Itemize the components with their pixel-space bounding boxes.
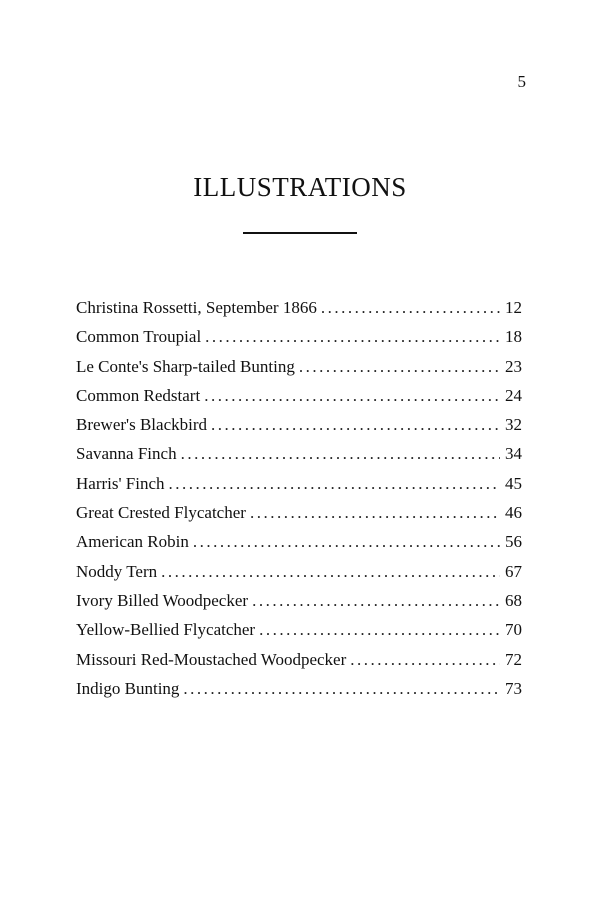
list-item: [76, 557, 522, 586]
dot-leader: [350, 645, 500, 674]
dot-leader: [204, 381, 500, 410]
entry-title: American Robin: [76, 532, 189, 552]
dot-leader: [321, 293, 500, 322]
dot-leader: [205, 322, 500, 351]
list-item: [76, 645, 522, 674]
entry-page-number: 72: [505, 649, 522, 669]
entry-page-number: 67: [505, 561, 522, 581]
entry-page-number: 34: [505, 444, 522, 464]
entry-title: Harris' Finch: [76, 473, 165, 493]
dot-leader: [181, 439, 500, 468]
entry-title: Yellow-Bellied Flycatcher: [76, 620, 256, 640]
list-item: [76, 674, 522, 703]
dot-leader: [252, 586, 500, 615]
list-item: [76, 293, 522, 322]
list-item: [76, 469, 522, 498]
entry-page-number: 12: [505, 298, 522, 317]
entry-page-number: 32: [505, 415, 522, 435]
entry-page-number: 23: [505, 356, 522, 376]
dot-leader: [211, 410, 500, 439]
entry-title: Savanna Finch: [76, 444, 177, 464]
list-item: [76, 586, 522, 615]
list-item: [76, 322, 522, 351]
dot-leader: [259, 615, 500, 644]
entry-page-number: 73: [505, 678, 522, 698]
list-item: [76, 352, 522, 381]
page-number: 5: [517, 72, 526, 91]
entry-title: Missouri Red-Moustached Woodpecker: [76, 649, 347, 669]
dot-leader: [250, 498, 500, 527]
entry-page-number: 24: [505, 385, 522, 405]
entry-title: Noddy Tern: [76, 561, 158, 581]
entry-page-number: 56: [505, 532, 522, 552]
dot-leader: [299, 352, 500, 381]
list-item: [76, 439, 522, 468]
list-item: [76, 615, 522, 644]
page-title: ILLUSTRATIONS: [193, 172, 407, 202]
entry-title: Common Redstart: [76, 385, 201, 405]
list-item: [76, 527, 522, 556]
entry-page-number: 45: [505, 473, 522, 493]
list-item: [76, 381, 522, 410]
entry-title: Common Troupial: [76, 327, 202, 347]
dot-leader: [193, 527, 500, 556]
list-item: [76, 498, 522, 527]
title-rule: [243, 232, 357, 234]
dot-leader: [161, 557, 500, 586]
entry-page-number: 68: [505, 590, 522, 610]
entry-title: Le Conte's Sharp-tailed Bunting: [76, 356, 295, 376]
dot-leader: [169, 469, 500, 498]
entry-title: Brewer's Blackbird: [76, 415, 207, 435]
entry-page-number: 70: [505, 620, 522, 640]
entry-page-number: 46: [505, 503, 522, 523]
entry-title: Christina Rossetti, September 1866: [76, 298, 317, 317]
entry-title: Great Crested Flycatcher: [76, 503, 246, 523]
illustrations-list: [76, 293, 522, 703]
entry-title: Indigo Bunting: [76, 678, 180, 698]
dot-leader: [183, 674, 500, 703]
entry-page-number: 18: [505, 327, 522, 347]
list-item: [76, 410, 522, 439]
entry-title: Ivory Billed Woodpecker: [76, 590, 249, 610]
